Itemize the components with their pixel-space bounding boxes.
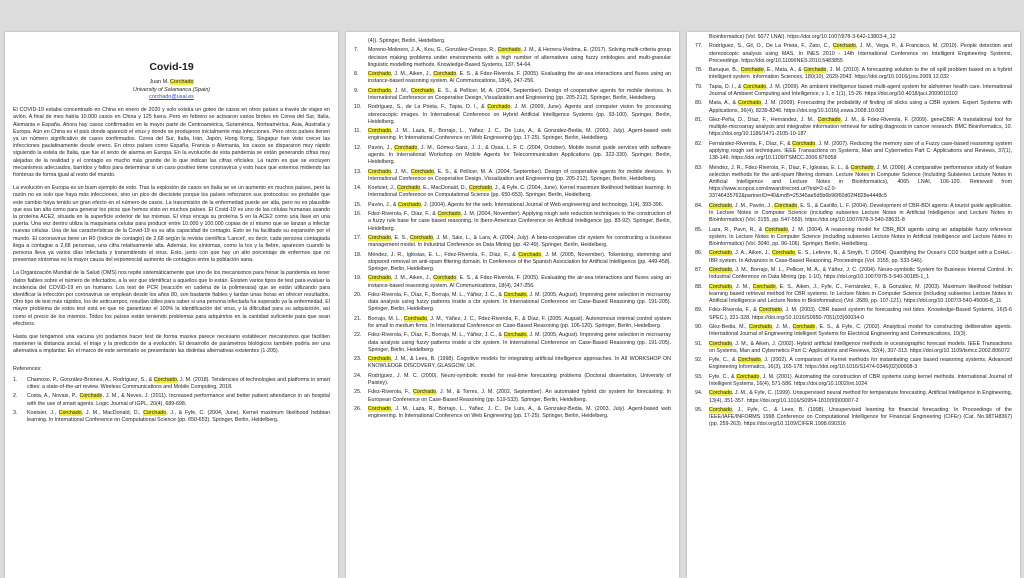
reference-number: 26. bbox=[354, 405, 362, 412]
reference-text-part: , E. S., & Castillo, L. F. (2004). Development of CBR-BDI agents: A tourist guide application. In Lecture Notes in Computer Science (including subseries Lecture Notes in Artificial Intelligence and Lecture Notes in Bioinformatics) (Vol. 3155, pp. 547-559). https://doi.org/10.1007/978-3-540-28631-8 bbox=[709, 202, 1012, 224]
reference-text bbox=[368, 292, 671, 314]
search-highlight: Corchado bbox=[409, 234, 433, 241]
search-highlight: Corchado bbox=[743, 83, 767, 90]
reference-number: 90. bbox=[695, 323, 703, 330]
reference-text-part: , J. M. (2003). CBR based system for forecasting red tides. Knowledge-Based Systems, 16(5-6 SPEC.), 321-328. https://doi.org/10.1016/S0950-7051(03)00034-0 bbox=[709, 307, 1012, 321]
references-heading: References: bbox=[13, 365, 42, 372]
author-block bbox=[13, 79, 330, 101]
reference-text bbox=[368, 332, 671, 354]
search-highlight: Corchado bbox=[709, 340, 732, 347]
reference-text-part: , J. M., bbox=[390, 87, 411, 94]
search-highlight: Corchado bbox=[398, 201, 421, 208]
reference-text-part: , E. S., bbox=[390, 234, 410, 241]
reference-text-part: Koetsier, J., bbox=[368, 185, 398, 192]
reference-text-part: , J. M. (2004). A reasoning model for CBR_BDI agents using an adaptable fuzzy inference system. In Lecture Notes in Computer Science (including subseries Lecture Notes in Artificial Intelligence and Lecture Notes in Bioinformatics) (Vol. 3040, pp. 96-106). Springer, Berlin, Heidelberg. bbox=[709, 226, 1012, 247]
author-email-link[interactable]: corchado@usal.es bbox=[149, 93, 194, 100]
reference-text-part: , J. M., & Neves, J. (2011). Increased performance and better patient attendance in an hospital with the use of smart agents. Logic Journal of IGPL, 20(4), 689-698. bbox=[27, 393, 330, 407]
reference-number: 25. bbox=[354, 389, 362, 396]
reference-item bbox=[354, 252, 671, 274]
reference-item bbox=[695, 100, 1012, 114]
reference-item bbox=[13, 393, 330, 407]
reference-text-part: , J. M., Yáñez, J. C., Fdez-Riverola, F., & Díaz, F. (2005, August). Autonomous internal control system for small to medium firms. In International Conference on Case-Based Reasoning (pp. 106-120). Springer, Berlin, Heidelberg. bbox=[368, 315, 671, 329]
search-highlight: Corchado bbox=[752, 283, 776, 290]
reference-number: 21. bbox=[354, 315, 362, 322]
reference-text-part: Rodríguez, S., Gil, O., De La Prieta, F., Zato, C., bbox=[709, 43, 833, 50]
reference-text-part: Laza, R., Pavn, R., & bbox=[709, 226, 765, 233]
search-highlight: Corchado bbox=[771, 250, 795, 257]
reference-text bbox=[709, 307, 1012, 321]
reference-number: 83. bbox=[695, 164, 703, 171]
reference-text-part: , E. S., & Pellicer, M. A. (2004, September). Design of cooperative agents for mobile devices. In International Conference on Cooperative Design, Visualization and Engineering (pp. 205-212). Springer, Berlin, Heidelberg. bbox=[368, 168, 671, 182]
reference-item bbox=[354, 202, 671, 209]
reference-text bbox=[709, 67, 1012, 81]
reference-number: 24. bbox=[354, 372, 362, 379]
reference-item bbox=[354, 104, 671, 126]
reference-number: 80. bbox=[695, 100, 703, 107]
reference-text bbox=[709, 250, 1012, 264]
reference-item bbox=[354, 211, 671, 233]
reference-text bbox=[709, 165, 1012, 201]
reference-text bbox=[368, 275, 671, 289]
reference-text-part: , J., & Fyfe, C. (2004, June). Kernel maximum likelihood hebbian learning. In International Conference on Computational Science (pp. 650-653). Springer, Berlin, Heidelberg. bbox=[27, 410, 331, 424]
reference-number: 18. bbox=[354, 251, 362, 258]
reference-text-part: , J. M., Laza, R., Borrajo, L., Yañez, J. C., De Luis, A., & Gonzalez-Bedia, M. (2003, July). Agent-based web engineering. In International Conference on Web Engineering (pp. 17-25). Springer, Berlin, Heidelberg. bbox=[368, 128, 671, 142]
search-highlight: Corchado bbox=[79, 393, 103, 400]
search-highlight: Corchado bbox=[487, 104, 511, 111]
reference-item bbox=[695, 307, 1012, 321]
reference-item bbox=[354, 373, 671, 387]
reference-text bbox=[709, 374, 1012, 388]
reference-text-part: Pavón, J., bbox=[368, 144, 395, 151]
search-highlight: Corchado bbox=[709, 202, 732, 209]
search-highlight: Corchado bbox=[368, 128, 391, 135]
reference-text-part: , J. M., Pavón, J., bbox=[731, 202, 775, 209]
reference-text-part: , J. M., & Lees, B. (1998). Cognitive models for integrating artificial intelligence approaches. In AII WORKSHOP ON KNOWLEDGE DISCOVERY, GLASGOW, UK. bbox=[368, 356, 671, 370]
search-highlight: Corchado bbox=[368, 356, 391, 363]
reference-text-part: , J. M., bbox=[390, 168, 411, 175]
reference-text-part: , J. M., Aiken, J., bbox=[390, 275, 434, 282]
search-highlight: Corchado bbox=[58, 410, 82, 417]
reference-text-part: , J. (2004). Agents for the web. International Journal of Web engineering and technology, 1(4), 393-396. bbox=[421, 201, 664, 208]
reference-text-part: , J. M., Aiken, J., bbox=[390, 71, 434, 78]
reference-number: 88. bbox=[695, 283, 703, 290]
reference-number: 93. bbox=[695, 373, 703, 380]
reference-number: 81. bbox=[695, 116, 703, 123]
reference-text-part: , J. M. (2010). A forecasting solution to the oil spill problem based on a hybrid intelligent system. Information Sciences, 180(10), 2029-2043. https://doi.org/10.1016/j.ins.2009.12.032 bbox=[709, 67, 1012, 81]
reference-item bbox=[354, 389, 671, 403]
reference-number: 1. bbox=[13, 376, 18, 383]
body-paragraph: El COVID-19 estaba concentrado en China en enero de 2020 y solo existía un goteo de casos en otros países a través de viajes en avión. A final de mes había 10.000 casos en China y 125 fuera. Pero en febrero se activaron varios brotes en Corea del Sur, Italia, Alemania e España. Ahora hay casos confirmados en la mayor parte de Centroamérica, Suramérica, Norteamérica, Asia, Australia y Europa. Aún en China es el país donde apareció el virus y donde se produjeron inicialmente más infecciones. Pero otros países tienen ya un número significativo de casos confirmados. Corea del Sur, Italia, Irán, Japón, Hong Kong, Singapur han visto crecer las infecciones paulatinamente desde enero. En otros países como España, Francia o Alemania, los casos se dispararon muy rápido siguiendo la estela de Italia, que fue el sexto de alarma en Europa. En la evolución de esta pandemia se están generando cifras muy alejadas de la realidad y el contagio es mucho más grande de lo que indican las cifras oficiales. La razón es que se excluyen mecanismos adecuados, barridos y fallos para determinar si un caso positivo tiene coronavirus y esto hace que estemos midiendo las fronteras de forma igual al resto del mundo. bbox=[13, 107, 330, 178]
reference-text bbox=[368, 406, 671, 420]
reference-item bbox=[695, 407, 1012, 429]
search-highlight: Corchado bbox=[368, 275, 391, 282]
reference-text bbox=[368, 373, 671, 387]
reference-number: 7. bbox=[354, 47, 359, 54]
reference-text-part: , J. M., & Fdez-Riverola, F. (2009). geneCBR: A translational tool for multiple-microarray analysis and integrative information retrieval for aiding diagnosis in cancer research. BMC Bioinformatics, 10. https://doi.org/10.1186/1471-2105-10-187 bbox=[709, 116, 1012, 138]
reference-text-part: , J. M., Borrajo, M. L., Pellicer, M. A., & Yáñez, J. C. (2004). Neuro-symbolic System for Business Internal Control. In Industrial Conference on Data Mining (pp. 1-10). https://doi.org/10.1007/978-3-540-30185-1_1 bbox=[709, 266, 1012, 281]
reference-text bbox=[709, 84, 1012, 98]
search-highlight: Corchado bbox=[709, 250, 732, 257]
reference-text-part: , J. M. (2006). A comparative performance study of feature selection methods for the anti-spam filtering domain. Lecture Notes in Computer Science (Including Subseries Lecture Notes in Artificial Intelligence and Lecture Notes in Bioinformatics), 4065 LNAI, 106-120. Retrieved from https://www.scopus.com/inward/record.uri?eid=2-s2.0-33746435762&partnerID=40&md5=25345ae5d5b6b96f60d02f4828e4448c5 bbox=[709, 164, 1012, 200]
reference-text-part: , E., MacDonald, D., bbox=[420, 185, 469, 192]
reference-text-part: Fyfe, C., & bbox=[709, 373, 737, 380]
reference-number: 95. bbox=[695, 406, 703, 413]
reference-text-part: , J. A., Aiken, J., bbox=[731, 250, 772, 257]
search-highlight: Corchado bbox=[518, 251, 542, 258]
reference-text-part: Tapia, D. I., & bbox=[709, 83, 744, 90]
reference-number: 87. bbox=[695, 266, 703, 273]
search-highlight: Corchado bbox=[749, 323, 773, 330]
body-paragraph: Hasta que tengamos una vacuna y/o podamos hacer test de forma masiva parece necesario establecer mecanismos que faciliten mantener la distancia social, el triaje y la predicción de a evolución. El desarrollo de parámetros biológicos también podría ser una alternativa a implantar. En el marco de este seminario se presentarán las distintas alternativas existentes (1-205). bbox=[13, 334, 330, 355]
reference-number: 92. bbox=[695, 357, 703, 364]
reference-continuation: (4)). Springer, Berlin, Heidelberg. bbox=[368, 38, 446, 44]
reference-number: 91. bbox=[695, 340, 703, 347]
reference-number: 23. bbox=[354, 356, 362, 363]
reference-number: 82. bbox=[695, 140, 703, 147]
reference-text-part: Méndez, J. R., Fdez-Riverola, F., Díaz, F., Iglesias, E. L., & bbox=[709, 164, 851, 171]
reference-text-part: , J. M. (2007). Reducing the memory size of a Fuzzy case-based reasoning system applying rough set techniques. IEEE Transactions on Systems, Man and Cybernetics Part C: Applications and Reviews, 37(1), 138-146. https://doi.org/10.1109/TSMCC.2006.876058 bbox=[709, 140, 1012, 162]
reference-text-part: , J. M., MacDonald, D., bbox=[81, 410, 144, 417]
reference-text-part: Glez-Bedia, M., bbox=[709, 323, 750, 330]
document-page-1 bbox=[5, 32, 338, 578]
search-highlight: Corchado bbox=[709, 406, 732, 413]
reference-text-part: Koetsier, J., bbox=[27, 410, 59, 417]
reference-text-part: , J. M., bbox=[772, 323, 793, 330]
reference-text bbox=[709, 284, 1012, 306]
reference-text-part: Costa, A., Novais, P., bbox=[27, 393, 80, 400]
reference-text-part: , J., Fyfe, C., & Lees, B. (1998). Unsupervised learning for financial forecasting. In Proceedings of the IEEE/IAFE/INFORMS 1998 Conference on Computational Intelligence for Financial Engineering (CIFEr) (Cat. No.98TH8367) (pp. 259-263). https://doi.org/10.1109/CIFER.1998.690316 bbox=[709, 406, 1012, 428]
search-highlight: Corchado bbox=[433, 275, 457, 282]
reference-text bbox=[368, 235, 671, 249]
reference-item bbox=[695, 374, 1012, 388]
reference-text bbox=[709, 357, 1012, 371]
reference-text-part: , E. S., & Fdez-Riverola, F. (2005). Evaluating the air-sea interactions and fluxes using an instance-based reasoning system. AI Communications, 18(4), 247-256. bbox=[368, 71, 671, 85]
reference-number: 13. bbox=[354, 168, 362, 175]
reference-item bbox=[354, 316, 671, 330]
search-highlight: Corchado bbox=[143, 410, 167, 417]
search-highlight: Corchado bbox=[850, 164, 874, 171]
reference-text-part: , J. M., & Fyfe, C. (1999). Unsupervised neural method for temperature forecasting. Artificial Intelligence in Engineering, 13(4), 351-357. https://doi.org/10.1016/S0954-1810(99)00007-2 bbox=[709, 390, 1012, 404]
reference-text bbox=[709, 324, 1012, 338]
reference-item bbox=[354, 406, 671, 420]
search-highlight: Corchado bbox=[368, 234, 391, 241]
document-page-3 bbox=[687, 32, 1020, 578]
reference-text bbox=[368, 71, 671, 85]
reference-number: 85. bbox=[695, 226, 703, 233]
reference-item bbox=[354, 235, 671, 249]
reference-text-part: , J. M. (2009, June). Agents and computer vision for processing stereoscopic images. In International Conference on Hybrid Artificial Intelligence Systems (pp. 93-100). Springer, Berlin, Heidelberg. bbox=[368, 104, 671, 125]
reference-number: 79. bbox=[695, 83, 703, 90]
reference-text-part: , E. S., & Pellicer, M. A. (2004, September). Design of cooperative agents for mobile devices. In International Conference on Cooperative Design, Visualization and Engineering (pp. 205-212). Springer, Berlin, Heidelberg. bbox=[368, 87, 671, 101]
reference-text bbox=[368, 202, 671, 209]
reference-item bbox=[695, 227, 1012, 249]
search-highlight: Corchado bbox=[397, 185, 421, 192]
reference-item bbox=[354, 275, 671, 289]
author-name-prefix: Juan M. bbox=[149, 79, 171, 86]
reference-text-part: , J. M. (2005, November). Tokenising, stemming and stopword removal on anti-spam filtering domain. In Conference of the Spanish Association for Artificial Intelligence (pp. 449-458). Springer, Berlin, Heidelberg. bbox=[368, 251, 671, 272]
author-affiliation: University of Salamanca (Spain) bbox=[133, 86, 210, 93]
search-highlight: Corchado bbox=[503, 291, 527, 298]
reference-text bbox=[368, 47, 671, 69]
reference-text-part: , J. M. (2001). Automating the construction of CBR systems using kernel methods. International Journal of Intelligent Systems, 16(4), 571-586. https://doi.org/10.1002/int.1024 bbox=[709, 373, 1012, 387]
reference-item bbox=[695, 141, 1012, 163]
search-highlight: Corchado bbox=[469, 185, 492, 192]
reference-number: 16. bbox=[354, 211, 362, 218]
reference-text bbox=[368, 356, 671, 370]
reference-item bbox=[695, 267, 1012, 281]
reference-text bbox=[368, 104, 671, 126]
reference-text-part: , J. M., Sáiz, L., & Lara, A. (2004, July). A beta-cooperative cbr system for constructing a business management model. In Industrial Conference on Data Mining (pp. 42-49). Springer, Berlin, Heidelberg. bbox=[368, 234, 671, 249]
reference-text bbox=[709, 267, 1012, 281]
search-highlight: Corchado bbox=[758, 307, 782, 314]
reference-list bbox=[13, 377, 330, 425]
search-highlight: Corchado bbox=[497, 47, 521, 54]
reference-text-part: , E., Mata, A., & bbox=[763, 67, 804, 74]
search-highlight: Corchado bbox=[403, 315, 427, 322]
reference-number: 19. bbox=[354, 275, 362, 282]
reference-list bbox=[354, 47, 671, 420]
reference-item bbox=[695, 357, 1012, 371]
abstract-body bbox=[13, 107, 330, 356]
search-highlight: Corchado bbox=[368, 168, 391, 175]
body-paragraph: La evolución en Europa es un buen ejemplo de esto. Tras la explosión de casos en Italia se ve un aumento en muchos países, pero la razón no es solo que haya más infecciones, sino un pico de diecisiete porque los países reforzaron sus protocolos: es probable que este cambio haya tenido un gran efecto en el número de casos. La transmisión de la enfermedad puede ser alta, pero no es plausible que esa tan alta como para generar los picos que hemos visto en muchos países. El Covid-19 es uno de las células humanas usando la proteína ACE2, situada en la superficie exterior de las mismas. El virus encaja su proteína S en la ACE2 como una llave en una puerta. Una vez dentro utiliza la maquinaria celular para producir entre 10.000 y 100.000 copias de sí mismo que se lanzan a infectar nuevas células. Una de las características de la Covid-19 es su alta capacidad de contagio. Esto se ha facilitado su expansión por el mundo. El coronavirus tiene un R0 (índice de contagio) de 2,68 según la revista científica 'Lancet', es decir, cada persona contagiada llega a contagiar a 2,68 personas, una cifra relativamente alta. Además, los síntomas, como la tos y la fiebre, aparecen cuando la persona lleva ya varios días infectada y transmitiendo el virus. Esto, junto con que hay un alto porcentaje de enfermos que no presentan síntomas es la mayor causa del exponencial aumento de contagios entre la población sana. bbox=[13, 185, 330, 264]
reference-text-part: Borrajo, M. L., bbox=[368, 315, 404, 322]
reference-text-part: , J. M. (2018). Tendencies of technologies and platforms in smart cities: a state-of-the-art review. Wireless Communications and Mobile Computing, 2018. bbox=[27, 376, 330, 391]
reference-item bbox=[354, 332, 671, 354]
reference-number: 9. bbox=[354, 87, 359, 94]
search-highlight: Corchado bbox=[433, 71, 457, 78]
reference-text-part: , J. (2002). A comparison of Kernel methods for instantiating case based reasoning systems. Advanced Engineering Informatics, 16(3), 165-178. https://doi.org/10.1016/S1474-0346(02)00008-3 bbox=[709, 357, 1012, 371]
search-highlight: Corchado bbox=[368, 71, 391, 78]
search-highlight: Corchado bbox=[832, 43, 856, 50]
search-highlight: Corchado bbox=[170, 79, 194, 86]
reference-item bbox=[695, 84, 1012, 98]
reference-text-part: Chamoso, P., González-Briones, A., Rodríguez, S., & bbox=[27, 376, 154, 383]
search-highlight: Corchado bbox=[792, 323, 816, 330]
reference-text-part: , J. M., Laza, R., Borrajo, L., Yañez, J. C., De Luis, A., & Gonzalez-Bedia, M. (2003, July). Agent-based web engineering. In International Conference on Web Engineering (pp. 17-25). Springer, Berlin, Heidelberg. bbox=[368, 405, 671, 420]
reference-text-part: , J. M. (2004, November). Applying rough sets reduction techniques to the construction of a fuzzy rule base for case based reasoning. In Ibero-American Conference on Artificial Intelligence (pp. 83-92). Springer, Berlin, Heidelberg. bbox=[368, 211, 671, 232]
reference-item bbox=[695, 165, 1012, 201]
reference-number: 22. bbox=[354, 332, 362, 339]
reference-number: 15. bbox=[354, 201, 362, 208]
reference-list bbox=[695, 43, 1012, 428]
reference-number: 78. bbox=[695, 67, 703, 74]
reference-text-part: , E. S., & Fdez-Riverola, F. (2005). Evaluating the air-sea interactions and fluxes using an instance-based reasoning system. AI Communications, 18(4), 247-256. bbox=[368, 275, 671, 289]
reference-text-part: Fdez-Riverola, F., Díaz, F., Borrajo, M. L., Yáñez, J. C., & bbox=[368, 332, 504, 339]
reference-item bbox=[354, 71, 671, 85]
body-paragraph: La Organización Mundial de la Salud (OMS) nos repite sistemáticamente que uno de los mecanismos para frenar la pandemia es tener datos fiables sobre el número de infectados, a la vez que identificar a aquellos que lo están. Existen varios tipos de test para evaluar la incidencia del COVID-19 en un humano. Los test de PCR (reacción en cadena de la polimerasa) que se están utilizando para identificar la infección por coronavirus se emplean desde los años 80, son bastante fiables y tardan unas horas en ofrecer resultados. Otro tipo de test más rápidos, los de anticuerpos, resultan útiles para saber si una persona infectada ha superado ya la enfermedad. El mayor problema de estos test está en que no garantizan el 100% la identificación del virus, y la dificultad para su adquisición, así como el precio de los mismos. Todos los países están teniendo problemas para adquirirlos en la cantidad suficiente para que sean efectivos. bbox=[13, 270, 330, 327]
reference-text bbox=[709, 100, 1012, 114]
reference-text-part: , J. M., & Herrera-Viedma, E. (2017). Solving multi-criteria group decision making problems under environments with a high number of alternatives using fuzzy ontologies and multi-granular linguistic modelling methods. Knowledge-Based Systems, 137, 54-64. bbox=[368, 47, 672, 68]
reference-text bbox=[709, 227, 1012, 249]
search-highlight: Corchado bbox=[737, 357, 761, 364]
search-highlight: Corchado bbox=[437, 211, 461, 218]
reference-text-part: Glez-Peña, D., Díaz, F., Hernández, J. M., bbox=[709, 116, 818, 123]
reference-text-part: , J. M., & Torres, J. M. (2002, September). An automated hybrid cbr system for forecasting. In European Conference on Case-Based Reasoning (pp. 519-533). Springer, Berlin, Heidelberg. bbox=[368, 389, 671, 403]
reference-text-part: , J. M. (2009). Forecasting the probability of finding oil slicks using a CBR system. Expert Systems with Applications, 36(4), 8239-8246. https://doi.org/10.1016/j.eswa.2008.10.003 bbox=[709, 100, 1012, 114]
reference-text bbox=[368, 211, 671, 233]
reference-item bbox=[13, 377, 330, 391]
reference-text-part: Fdez-Riverola, F., Díaz, F., & bbox=[368, 211, 438, 218]
reference-text-part: Fdez-Riverola, F., & bbox=[709, 307, 759, 314]
reference-text-part: Fdez-Riverola, F., bbox=[368, 389, 414, 396]
reference-item bbox=[695, 67, 1012, 81]
reference-text-part: , J., & Fyfe, C. (2004, June). Kernel maximum likelihood hebbian learning. In International Conference on Computational Science (pp. 650-653). Springer, Berlin, Heidelberg. bbox=[368, 185, 671, 199]
reference-text-part: , J. M., Gómez-Sanz, J. J., & Ossa, L. F. C. (2004, October). Mobile tourist guide services with software agents. In International Workshop on Mobile Agents for Telecommunication Applications (pp. 322-330). Springer, Berlin, Heidelberg. bbox=[368, 144, 671, 166]
reference-text bbox=[709, 390, 1012, 404]
reference-text bbox=[709, 203, 1012, 225]
reference-text-part: Moreno-Molinero, J. A., Kou, G., González-Crespo, R., bbox=[368, 47, 498, 54]
reference-number: 10. bbox=[354, 104, 362, 111]
reference-item bbox=[354, 145, 671, 167]
reference-number: 20. bbox=[354, 291, 362, 298]
reference-text bbox=[709, 141, 1012, 163]
reference-item bbox=[354, 292, 671, 314]
reference-number: 2. bbox=[13, 393, 18, 400]
reference-item bbox=[695, 43, 1012, 65]
reference-item bbox=[695, 324, 1012, 338]
reference-text bbox=[709, 407, 1012, 429]
reference-item bbox=[354, 169, 671, 183]
search-highlight: Corchado bbox=[368, 405, 391, 412]
search-highlight: Corchado bbox=[740, 67, 764, 74]
reference-item bbox=[13, 410, 330, 424]
reference-text-part: Rodríguez, S., de La Prieta, F., Tapia, D. I., & bbox=[368, 104, 488, 111]
reference-text-part: , E. S., & Fyfe, C. (2002). Analytical model for constructing deliberative agents. International Journal of Engineering Intelligent Systems for Electrical Engineering and Communications, 10(3). bbox=[709, 323, 1012, 338]
reference-number: 17. bbox=[354, 234, 362, 241]
reference-item bbox=[695, 284, 1012, 306]
reference-number: 86. bbox=[695, 250, 703, 257]
reference-text bbox=[368, 128, 671, 142]
reference-text-part: , J. M., bbox=[731, 283, 753, 290]
search-highlight: Corchado bbox=[738, 100, 762, 107]
reference-item bbox=[354, 47, 671, 69]
search-highlight: Corchado bbox=[394, 144, 418, 151]
reference-text-part: , J. M., & Aiken, J. (2002). Hybrid artificial intelligence methods in oceanographic forecast models. IEEE Transactions on Systems, Man and Cybernetics Part C: Applications and Reviews, 32(4), 307-313. https://doi.org/10.1109/tsmcc.2002.806072 bbox=[709, 340, 1012, 354]
reference-text bbox=[368, 389, 671, 403]
search-highlight: Corchado bbox=[709, 283, 732, 290]
reference-text bbox=[709, 341, 1012, 355]
reference-number: 3. bbox=[13, 410, 18, 417]
reference-text bbox=[368, 145, 671, 167]
search-highlight: Corchado bbox=[410, 168, 434, 175]
reference-text-part: Fyfe, C., & bbox=[709, 357, 738, 364]
search-highlight: Corchado bbox=[774, 202, 798, 209]
reference-item bbox=[354, 88, 671, 102]
page-title: Covid-19 bbox=[149, 61, 194, 73]
reference-text bbox=[368, 316, 671, 330]
reference-text bbox=[27, 377, 330, 391]
reference-number: 89. bbox=[695, 307, 703, 314]
reference-number: 94. bbox=[695, 390, 703, 397]
search-highlight: Corchado bbox=[792, 140, 816, 147]
search-highlight: Corchado bbox=[709, 266, 732, 273]
reference-text-part: Fernández-Riverola, F., Díaz, F., & bbox=[709, 140, 793, 147]
reference-text bbox=[368, 185, 671, 199]
reference-item bbox=[695, 341, 1012, 355]
search-highlight: Corchado bbox=[413, 389, 437, 396]
reference-item bbox=[354, 356, 671, 370]
reference-number: 14. bbox=[354, 185, 362, 192]
reference-text bbox=[27, 410, 330, 424]
search-highlight: Corchado bbox=[803, 67, 827, 74]
search-highlight: Corchado bbox=[736, 373, 760, 380]
search-highlight: Corchado bbox=[817, 116, 841, 123]
reference-number: 11. bbox=[354, 128, 361, 135]
reference-number: 84. bbox=[695, 202, 703, 209]
reference-text-part: , J. M. (2005, August). Improving gene selection in microarray data analysis using fuzzy patterns inside a cbr system. In International Conference on Case-Based Reasoning (pp. 191-205). Springer, Berlin, Heidelberg. bbox=[368, 291, 671, 313]
reference-item bbox=[695, 117, 1012, 139]
search-highlight: Corchado bbox=[368, 87, 391, 94]
reference-text-part: Baruque, B., bbox=[709, 67, 741, 74]
search-highlight: Corchado bbox=[764, 226, 788, 233]
reference-text-part: , J. M. (2009). An ambient intelligence based multi-agent system for alzheimer health care. International Journal of Ambient Computing and Intelligence, v 1, n 1(1), 15-26. https://doi.org/10.4018/jaci.2009010102 bbox=[709, 83, 1013, 97]
reference-text-part: Méndez, J. R., Iglesias, E. L., Fdez-Riverola, F., Díaz, F., & bbox=[368, 251, 519, 258]
reference-number: 8. bbox=[354, 71, 359, 78]
reference-text-part: , E. S., Lefevre, N., & Smyth, T. (2004). Quantifying the Ocean's CO2 budget with a CoHeL-IBR system. In Advances in Case-Based Reasoning, Proceedings (Vol. 3155, pp. 533-546). bbox=[709, 250, 1012, 264]
reference-text-part: , J. M., Vega, P., & Francisco, M. (2010). People detection and stereoscopic analysis using MAS. In INES 2010 - 14th International Conference on Intelligent Engineering Systems, Proceedings. https://doi.org/10.1109/INES.2010.5483855 bbox=[709, 43, 1012, 64]
reference-text-part: , E. S., Aiken, J., Fyfe, C., Fernández, F., & González, M. (2003). Maximum likelihood hebbian learning based retrieval method for CBR systems. In Lecture Notes in Computer Science (including subseries Lecture Notes in Artificial Intelligence and Lecture Notes in Bioinformatics) (Vol. 2689, pp. 107-121). https://doi.org/10.1007/3-540-45006-8_11 bbox=[709, 283, 1012, 304]
reference-text bbox=[368, 88, 671, 102]
search-highlight: Corchado bbox=[503, 332, 527, 339]
reference-text bbox=[27, 393, 330, 407]
reference-number: 77. bbox=[695, 43, 703, 50]
search-highlight: Corchado bbox=[153, 376, 177, 383]
reference-item bbox=[354, 185, 671, 199]
reference-text bbox=[709, 117, 1012, 139]
reference-text-part: Pavón, J., & bbox=[368, 201, 399, 208]
reference-text bbox=[368, 252, 671, 274]
reference-text-part: Fdez-Riverola, F., Díaz, F., Borrajo, M. L., Yáñez, J. C., & bbox=[368, 291, 504, 298]
document-page-2 bbox=[346, 32, 679, 578]
search-highlight: Corchado bbox=[410, 87, 434, 94]
reference-text bbox=[709, 43, 1012, 65]
reference-item bbox=[695, 203, 1012, 225]
reference-text bbox=[368, 169, 671, 183]
reference-item bbox=[354, 128, 671, 142]
reference-item bbox=[695, 390, 1012, 404]
reference-text-part: , J. M. (2005, August). Improving gene selection in microarray data analysis using fuzzy patterns inside a cbr system. In International Conference on Case-Based Reasoning (pp. 191-205). Springer, Berlin, Heidelberg. bbox=[368, 332, 671, 353]
reference-item bbox=[695, 250, 1012, 264]
reference-text-part: Mata, A., & bbox=[709, 100, 739, 107]
reference-number: 12. bbox=[354, 144, 362, 151]
reference-text-part: Rodríguez, J. M. C. (2000). Neuro-symbolic model for real-time forecasting problems (Doctoral dissertation, University of Paisley). bbox=[368, 372, 671, 386]
author-name bbox=[13, 79, 330, 86]
reference-continuation: Bioinformatics) (Vol. 6077 LNAI). https://doi.org/10.1007/978-3-642-13803-4_12 bbox=[709, 34, 896, 40]
search-highlight: Corchado bbox=[709, 390, 732, 397]
